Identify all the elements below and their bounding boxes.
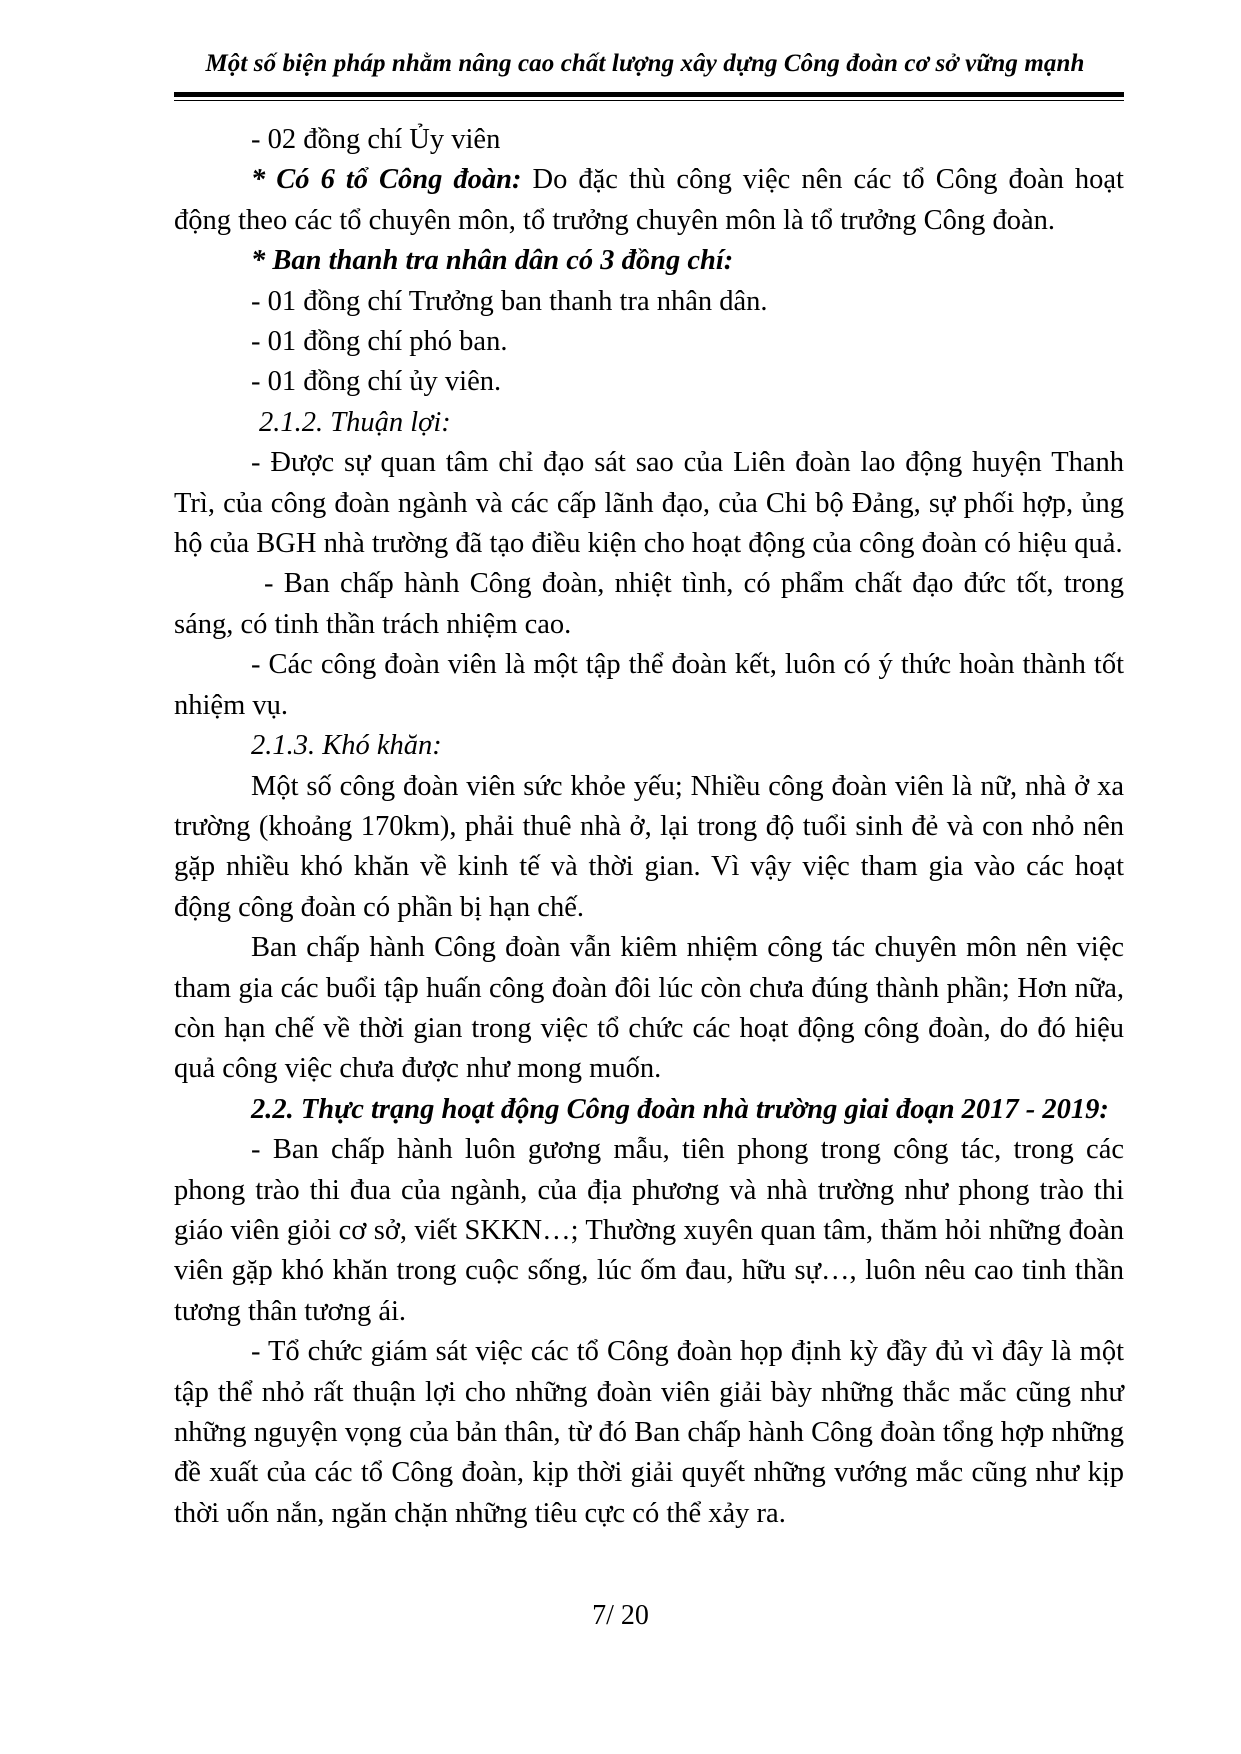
paragraph: - Các công đoàn viên là một tập thể đoàn kết, luôn có ý thức hoàn thành tốt nhiệm vụ. <box>174 649 1124 721</box>
header-rule-thin <box>174 100 1124 101</box>
section-heading: * Ban thanh tra nhân dân có 3 đồng chí: <box>251 245 734 277</box>
document-body <box>174 120 1124 1534</box>
paragraph: - 01 đồng chí ủy viên. <box>251 366 502 398</box>
paragraph: - 01 đồng chí Trưởng ban thanh tra nhân dân. <box>251 285 768 317</box>
paragraph: Ban chấp hành Công đoàn vẫn kiêm nhiệm công tác chuyên môn nên việc tham gia các buổi tập huấn công đoàn đôi lúc còn chưa đúng thành phần; Hơn nữa, còn hạn chế về thời gian trong việc tổ chức các hoạt động công đoàn, do đó hiệu quả công việc chưa được như mong muốn. <box>174 932 1124 1085</box>
paragraph: - Ban chấp hành luôn gương mẫu, tiên phong trong công tác, trong các phong trào thi đua của ngành, của địa phương và nhà trường như phong trào thi giáo viên giỏi cơ sở, viết SKKN…; Thường xuyên quan tâm, thăm hỏi những đoàn viên gặp khó khăn trong cuộc sống, lúc ốm đau, hữu sự…, luôn nêu cao tinh thần tương thân tương ái. <box>174 1134 1124 1327</box>
paragraph: - Ban chấp hành Công đoàn, nhiệt tình, có phẩm chất đạo đức tốt, trong sáng, có tinh thần trách nhiệm cao. <box>174 568 1124 640</box>
page-header-title: Một số biện pháp nhằm nâng cao chất lượng xây dựng Công đoàn cơ sở vững mạnh <box>205 50 1085 77</box>
paragraph: - Được sự quan tâm chỉ đạo sát sao của Liên đoàn lao động huyện Thanh Trì, của công đoàn ngành và các cấp lãnh đạo, của Chi bộ Đảng, sự phối hợp, ủng hộ của BGH nhà trường đã tạo điều kiện cho hoạt động của công đoàn có hiệu quả. <box>174 447 1124 560</box>
paragraph-text: Do đặc thù công việc nên các tổ Công đoàn hoạt động theo các tổ chuyên môn, tổ trưởng chuyên môn là tổ trưởng Công đoàn. <box>174 164 1124 236</box>
page-number: 7/ 20 <box>592 1600 649 1631</box>
header-rule-thick <box>174 92 1124 97</box>
paragraph: Một số công đoàn viên sức khỏe yếu; Nhiều công đoàn viên là nữ, nhà ở xa trường (khoảng 170km), phải thuê nhà ở, lại trong độ tuổi sinh đẻ và con nhỏ nên gặp nhiều khó khăn về kinh tế và thời gian. Vì vậy việc tham gia vào các hoạt động công đoàn có phần bị hạn chế. <box>174 770 1124 923</box>
paragraph <box>174 160 1124 241</box>
paragraph: - 01 đồng chí phó ban. <box>251 326 508 358</box>
subsection-heading: 2.1.2. Thuận lợi: <box>259 406 451 438</box>
paragraph: - Tổ chức giám sát việc các tổ Công đoàn họp định kỳ đầy đủ vì đây là một tập thể nhỏ rất thuận lợi cho những đoàn viên giải bày những thắc mắc cũng như những nguyện vọng của bản thân, từ đó Ban chấp hành Công đoàn tổng hợp những đề xuất của các tổ Công đoàn, kịp thời giải quyết những vướng mắc cũng như kịp thời uốn nắn, ngăn chặn những tiêu cực có thể xảy ra. <box>174 1336 1124 1529</box>
paragraph: - 02 đồng chí Ủy viên <box>251 124 501 155</box>
subsection-heading: 2.1.3. Khó khăn: <box>251 730 442 762</box>
section-heading: 2.2. Thực trạng hoạt động Công đoàn nhà trường giai đoạn 2017 - 2019: <box>251 1093 1109 1125</box>
bold-heading: * Có 6 tổ Công đoàn: <box>251 164 522 196</box>
